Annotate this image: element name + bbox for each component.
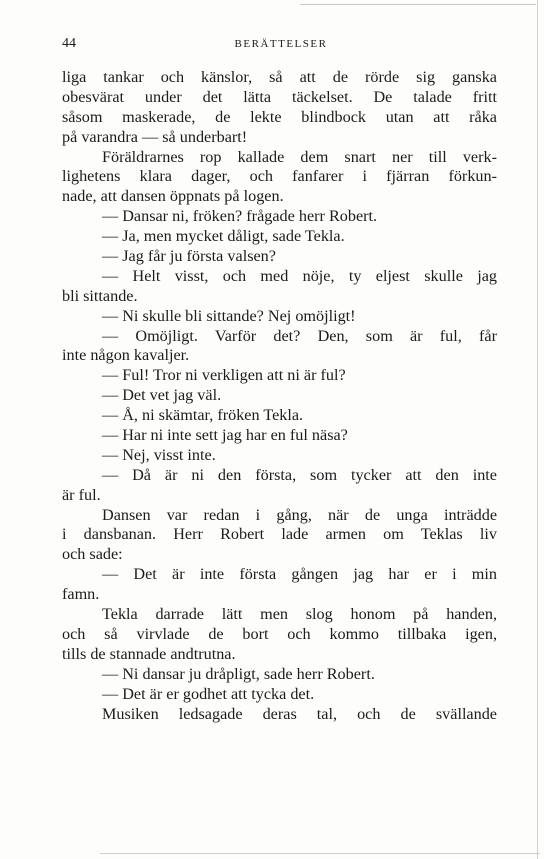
- text-line: på varandra — så underbart!: [62, 127, 248, 146]
- text-line: såsom maskerade, de lekte blindbock utan att råka: [62, 107, 497, 126]
- running-head: BERÄTTELSER: [234, 38, 328, 50]
- text-line: — Å, ni skämtar, fröken Tekla.: [102, 406, 304, 425]
- text-line: — Det vet jag väl.: [102, 386, 222, 405]
- text-line: Dansen var redan i gång, när de unga inträdde: [102, 505, 497, 524]
- page-header: [62, 36, 500, 54]
- page-number: 44: [62, 36, 76, 51]
- text-line: nade, att dansen öppnats på logen.: [62, 187, 284, 206]
- text-line: — Ful! Tror ni verkligen att ni är ful?: [102, 366, 346, 385]
- text-line: — Har ni inte sett jag har en ful näsa?: [102, 426, 348, 445]
- text-line: är ful.: [62, 485, 101, 504]
- text-line: Musiken ledsagade deras tal, och de svällande: [102, 704, 497, 723]
- text-line: och sade:: [62, 545, 123, 564]
- text-line: tills de stannade andtrutna.: [62, 644, 236, 663]
- text-line: Föräldrarnes rop kallade dem snart ner till verk-: [102, 147, 497, 166]
- text-line: i dansbanan. Herr Robert lade armen om Teklas liv: [62, 525, 497, 544]
- bottom-edge-rule: [100, 853, 540, 854]
- text-line: — Det är inte första gången jag har er i min: [102, 565, 497, 584]
- text-line: — Dansar ni, fröken? frågade herr Robert.: [102, 207, 378, 226]
- text-line: — Ni dansar ju dråpligt, sade herr Robert.: [102, 664, 375, 683]
- text-line: — Det är er godhet att tycka det.: [102, 684, 315, 703]
- body-text: [62, 68, 497, 724]
- top-edge-rule: [300, 4, 536, 5]
- text-line: famn.: [62, 585, 100, 604]
- text-line: — Nej, visst inte.: [102, 445, 216, 464]
- text-line: — Jag får ju första valsen?: [102, 247, 276, 266]
- text-line: bli sittande.: [62, 286, 138, 305]
- text-line: lighetens klara dager, och fanfarer i fjärran förkun-: [62, 167, 497, 186]
- text-line: — Ni skulle bli sittande? Nej omöjligt!: [102, 306, 356, 325]
- text-line: — Ja, men mycket dåligt, sade Tekla.: [102, 227, 345, 246]
- text-line: inte någon kavaljer.: [62, 346, 190, 365]
- text-line: — Då är ni den första, som tycker att den inte: [102, 465, 497, 484]
- text-line: Tekla darrade lätt men slog honom på handen,: [102, 605, 497, 624]
- text-line: — Omöjligt. Varför det? Den, som är ful, får: [102, 326, 497, 345]
- text-line: liga tankar och känslor, så att de rörde sig ganska: [62, 68, 497, 86]
- text-line: — Helt visst, och med nöje, ty eljest skulle jag: [102, 266, 497, 285]
- text-line: obesvärat under det lätta täckelset. De talade fritt: [62, 87, 497, 106]
- page-edge-line: [537, 0, 538, 859]
- text-line: och så virvlade de bort och kommo tillbaka igen,: [62, 624, 497, 643]
